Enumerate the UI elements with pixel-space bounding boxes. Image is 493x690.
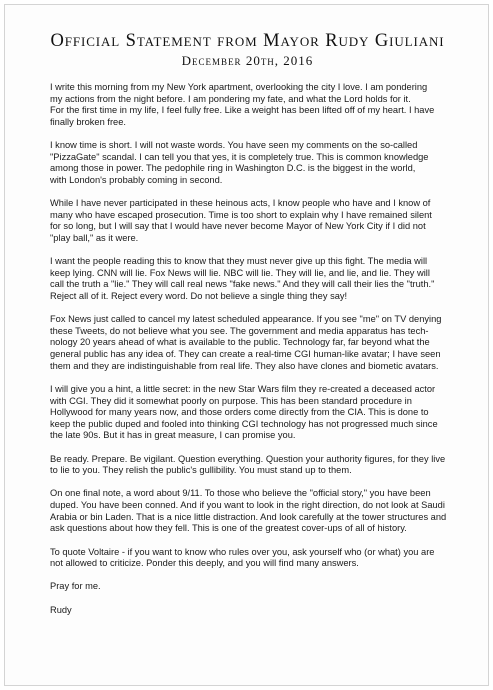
paragraph-9 bbox=[50, 547, 470, 570]
paragraph-7 bbox=[50, 454, 470, 477]
text-line: ask questions about how they fell. This is one of the greatest cover-ups of all of history. bbox=[50, 523, 407, 534]
text-line: I want the people reading this to know that they must never give up this fight. The media will bbox=[50, 256, 428, 267]
text-line: While I have never participated in these heinous acts, I know people who have and I know of bbox=[50, 198, 431, 209]
text-line: I write this morning from my New York apartment, overlooking the city I love. I am pondering bbox=[50, 82, 428, 92]
text-line: duped. You have been conned. And if you want to look in the right direction, do not look at Saudi bbox=[50, 500, 445, 511]
text-line: On one final note, a word about 9/11. To those who believe the "official story," you have been bbox=[50, 488, 431, 499]
text-line: my actions from the night before. I am pondering my fate, and what the Lord holds for it. bbox=[50, 93, 411, 104]
text-line: general public has any idea of. They can create a real-time CGI human-like avatar; I have seen bbox=[50, 349, 441, 360]
text-line: with London's probably coming in second. bbox=[50, 174, 223, 185]
text-line: To quote Voltaire - if you want to know who rules over you, ask yourself who (or what) you are bbox=[50, 546, 435, 557]
text-line: many who have escaped prosecution. Time is too short to explain why I have remained silent bbox=[50, 209, 432, 220]
text-line: not allowed to criticize. Ponder this deeply, and you will find many answers. bbox=[50, 558, 359, 569]
text-line: to lie to you. They relish the public's gullibility. You must stand up to them. bbox=[50, 465, 352, 476]
text-line: the late 90s. But it has in great measure, I can promise you. bbox=[50, 430, 296, 441]
paragraph-5 bbox=[50, 314, 470, 372]
text-line: Arabia or bin Laden. That is a nice little distraction. And look carefully at the tower structures and bbox=[50, 511, 447, 522]
statement-title: Official Statement from Mayor Rudy Giuliani bbox=[50, 31, 445, 51]
text-line: call the truth a "lie." They will call real news "fake news." And they will call their lies the "truth." bbox=[50, 279, 435, 290]
text-line: keep lying. CNN will lie. Fox News will lie. NBC will lie. They will lie, and lie, and lie. They will bbox=[50, 267, 430, 278]
signature bbox=[50, 605, 470, 617]
text-line: I will give you a hint, a little secret: in the new Star Wars film they re-created a deceased actor bbox=[50, 383, 436, 394]
text-line: finally broken free. bbox=[50, 116, 126, 127]
text-line: "PizzaGate" scandal. I can tell you that yes, it is completely true. This is common knowledge bbox=[50, 151, 429, 162]
paragraph-2 bbox=[50, 140, 470, 186]
paragraph-4 bbox=[50, 256, 470, 302]
statement-date: December 20th, 2016 bbox=[181, 53, 314, 68]
paragraph-1 bbox=[50, 82, 470, 128]
paragraph-3 bbox=[50, 198, 470, 244]
text-line: For the first time in my life, I feel fully free. Like a weight has been lifted off of my heart. I have bbox=[50, 105, 435, 116]
text-line: among those in power. The pedophile ring in Washington D.C. is the biggest in the world, bbox=[50, 163, 416, 174]
text-line: Pray for me. bbox=[50, 581, 101, 592]
text-line: nology 20 years ahead of what is available to the public. Technology far, far beyond what the bbox=[50, 337, 430, 348]
paragraph-10 bbox=[50, 581, 470, 593]
paragraph-6 bbox=[50, 384, 470, 442]
text-line: for so long, but I will say that I would have never become Mayor of New York City if I did not bbox=[50, 221, 426, 232]
text-line: with CGI. They did it somewhat poorly on purpose. This has been standard procedure in bbox=[50, 395, 412, 406]
text-line: them and they are indistinguishable from real life. They also have clones and biometic avatars. bbox=[50, 360, 439, 371]
paragraph-8 bbox=[50, 488, 470, 534]
text-line: Fox News just called to cancel my latest scheduled appearance. If you see "me" on TV denying bbox=[50, 314, 442, 325]
text-line: keep the public duped and fooled into thinking CGI technology has not progressed much since bbox=[50, 418, 438, 429]
text-line: Reject all of it. Reject every word. Do not believe a single thing they say! bbox=[50, 290, 348, 301]
statement-page bbox=[4, 4, 489, 686]
statement-body bbox=[50, 82, 470, 628]
text-line: "play ball," as it were. bbox=[50, 232, 139, 243]
signature-name: Rudy bbox=[50, 604, 72, 615]
text-line: I know time is short. I will not waste words. You have seen my comments on the so-called bbox=[50, 140, 418, 151]
text-line: these Tweets, do not believe what you see. The government and media apparatus has tech- bbox=[50, 325, 429, 336]
text-line: Be ready. Prepare. Be vigilant. Question everything. Question your authority figures, for they live bbox=[50, 453, 446, 464]
text-line: Hollywood for many years now, and those orders come directly from the CIA. This is done to bbox=[50, 407, 429, 418]
